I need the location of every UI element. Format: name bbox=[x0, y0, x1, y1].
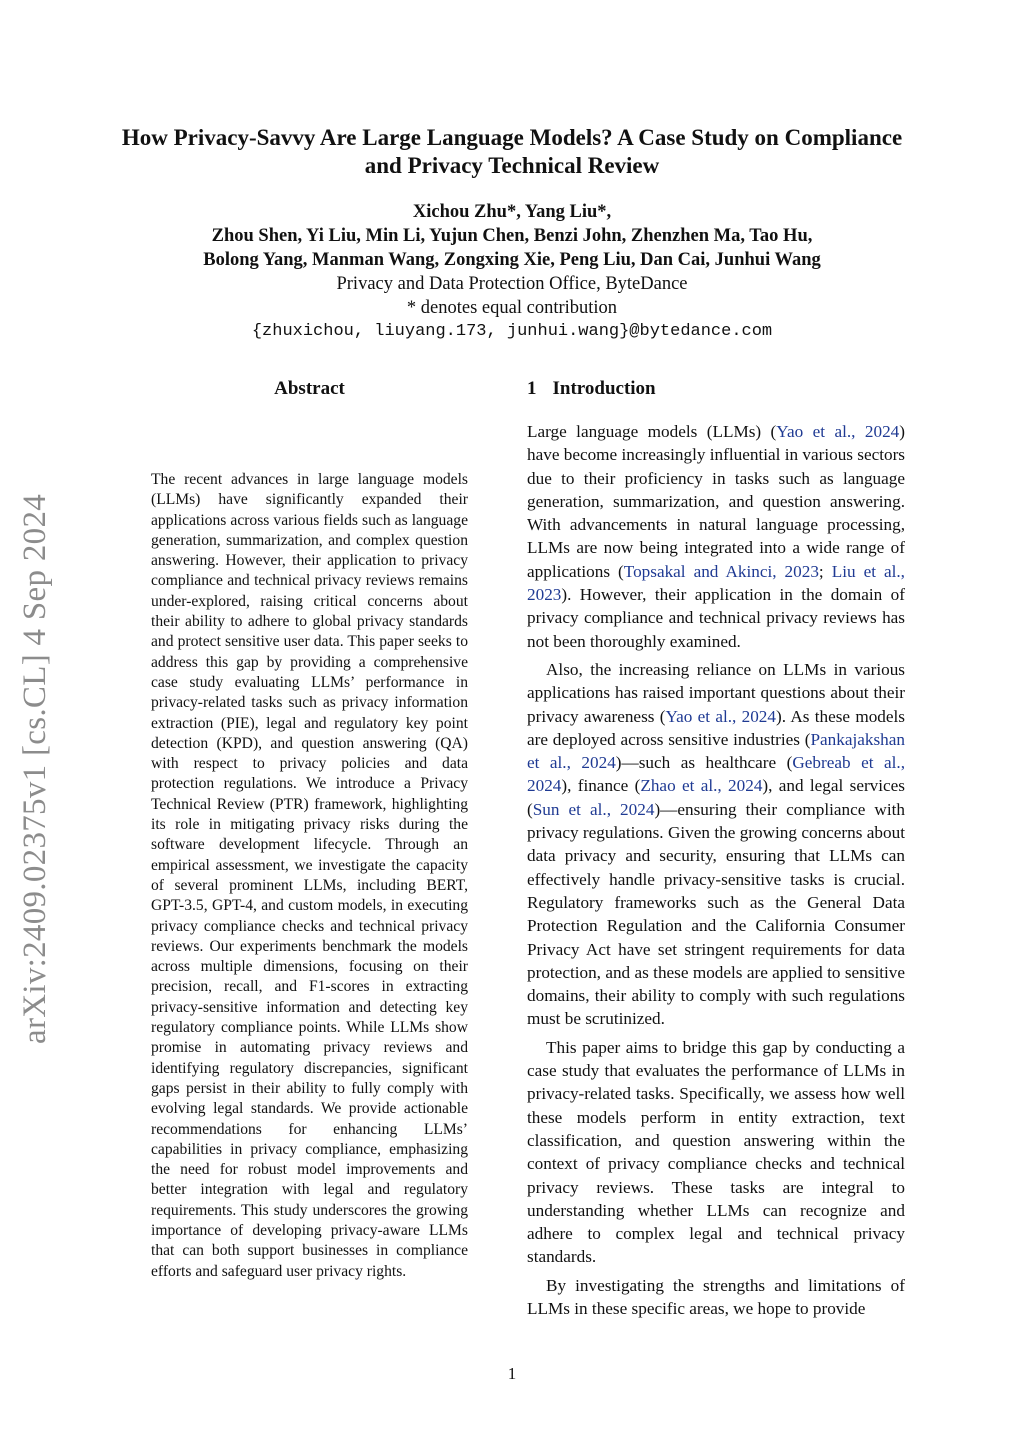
intro-paragraph-1 bbox=[527, 420, 905, 653]
text-run: )—ensuring their compliance with privacy regulations. Given the growing concerns about data privacy and security, ensuring that LLMs can effectively handle privacy-sensitive tasks is crucial. Regulatory frameworks such as the General Data Protection Regulation and the California Consumer Privacy Act have set stringent requirements for data protection, and as these models are applied to sensitive domains, their ability to comply with such regulations must be scrutinized. bbox=[527, 799, 905, 1029]
text-run: ; bbox=[818, 561, 832, 581]
affiliation: Privacy and Data Protection Office, ByteDance bbox=[336, 274, 688, 294]
equal-contribution-note: * denotes equal contribution bbox=[406, 298, 618, 318]
text-run: Large language models (LLMs) ( bbox=[527, 422, 777, 441]
section-number: 1 bbox=[527, 378, 537, 399]
text-run: ), and legal services ( bbox=[527, 776, 905, 819]
author-block bbox=[120, 200, 904, 344]
section-title: Introduction bbox=[552, 378, 656, 399]
abstract-text: The recent advances in large language models (LLMs) have significantly expanded their applications across various fields such as language generation, summarization, and complex question answering. However, their application to privacy compliance and technical privacy reviews remains under-explored, raising critical concerns about their ability to adhere to global privacy standards and protect sensitive user data. This paper seeks to address this gap by providing a comprehensive case study evaluating LLMs’ performance in privacy-related tasks such as privacy information extraction (PIE), legal and regulatory key point detection (KPD), and question answering (QA) with respect to privacy policies and data protection regulations. We introduce a Privacy Technical Review (PTR) framework, highlighting its role in mitigating privacy risks during the software development lifecycle. Through an empirical assessment, we investigate the capacity of several prominent LLMs, including BERT, GPT-3.5, GPT-4, and custom models, in executing privacy compliance checks and technical privacy reviews. Our experiments benchmark the models across multiple dimensions, focusing on their precision, recall, and F1-scores in extracting privacy-sensitive information and detecting key regulatory compliance points. While LLMs show promise in automating privacy reviews and identifying regulatory discrepancies, significant gaps persist in their ability to fully comply with evolving legal standards. We provide actionable recommendations for enhancing LLMs’ capabilities in privacy compliance, emphasizing the need for robust model improvements and better integration with legal and regulatory requirements. This study underscores the growing importance of developing privacy-aware LLMs that can both support businesses in compliance efforts and safeguard user privacy rights. bbox=[151, 471, 468, 1280]
page-number: 1 bbox=[507, 1364, 517, 1383]
intro-paragraph-4: By investigating the strengths and limitations of LLMs in these specific areas, we hope to provide bbox=[527, 1275, 905, 1318]
text-run: ). However, their application in the domain of privacy compliance and technical privacy reviews has not been thoroughly examined. bbox=[527, 585, 905, 651]
text-run: ) have become increasingly influential in various sectors due to their proficiency in tasks such as language generation, summarization, and question answering. With advancements in natural language processing, LLMs are now being integrated into a wide range of applications ( bbox=[527, 422, 905, 581]
citation-link[interactable]: Gebreab et al., 2024 bbox=[527, 753, 905, 796]
abstract-heading: Abstract bbox=[274, 378, 345, 399]
section-heading-introduction bbox=[527, 378, 907, 400]
author-line-3: Bolong Yang, Manman Wang, Zongxing Xie, Peng Liu, Dan Cai, Junhui Wang bbox=[203, 250, 821, 270]
arxiv-identifier-stamp: arXiv:2409.02375v1 [cs.CL] 4 Sep 2024 bbox=[17, 493, 53, 1044]
citation-link[interactable]: Zhao et al., 2024 bbox=[640, 776, 763, 796]
citation-link[interactable]: Sun et al., 2024 bbox=[532, 799, 655, 819]
introduction-body bbox=[527, 420, 905, 1325]
text-run: )—such as healthcare ( bbox=[615, 753, 793, 773]
author-line-2: Zhou Shen, Yi Liu, Min Li, Yujun Chen, Benzi John, Zhenzhen Ma, Tao Hu, bbox=[211, 226, 813, 246]
citation-link[interactable]: Liu et al., 2023 bbox=[527, 561, 905, 605]
author-emails: {zhuxichou, liuyang.173, junhui.wang}@bytedance.com bbox=[251, 322, 773, 341]
text-run: ), finance ( bbox=[561, 776, 641, 796]
citation-link[interactable]: Pankajakshan et al., 2024 bbox=[527, 729, 905, 773]
citation-link[interactable]: Yao et al., 2024 bbox=[776, 422, 900, 441]
paper-title: How Privacy-Savvy Are Large Language Models? A Case Study on Compliance and Privacy Technical Review bbox=[121, 125, 903, 178]
text-run: ). As these models are deployed across sensitive industries ( bbox=[527, 706, 905, 749]
author-line-1: Xichou Zhu*, Yang Liu*, bbox=[412, 202, 612, 222]
intro-paragraph-3: This paper aims to bridge this gap by conducting a case study that evaluates the performance of LLMs in privacy-related tasks. Specifically, we assess how well these models perform in entity extraction, text classification, and question answering within the context of privacy compliance checks and technical privacy reviews. These tasks are integral to understanding whether LLMs can recognize and adhere to complex legal and technical privacy standards. bbox=[527, 1037, 905, 1267]
citation-link[interactable]: Topsakal and Akinci, 2023 bbox=[623, 561, 819, 581]
text-run: Also, the increasing reliance on LLMs in various applications has raised important questions about their privacy awareness ( bbox=[527, 659, 905, 726]
citation-link[interactable]: Yao et al., 2024 bbox=[665, 706, 776, 726]
intro-paragraph-2 bbox=[527, 658, 905, 1031]
